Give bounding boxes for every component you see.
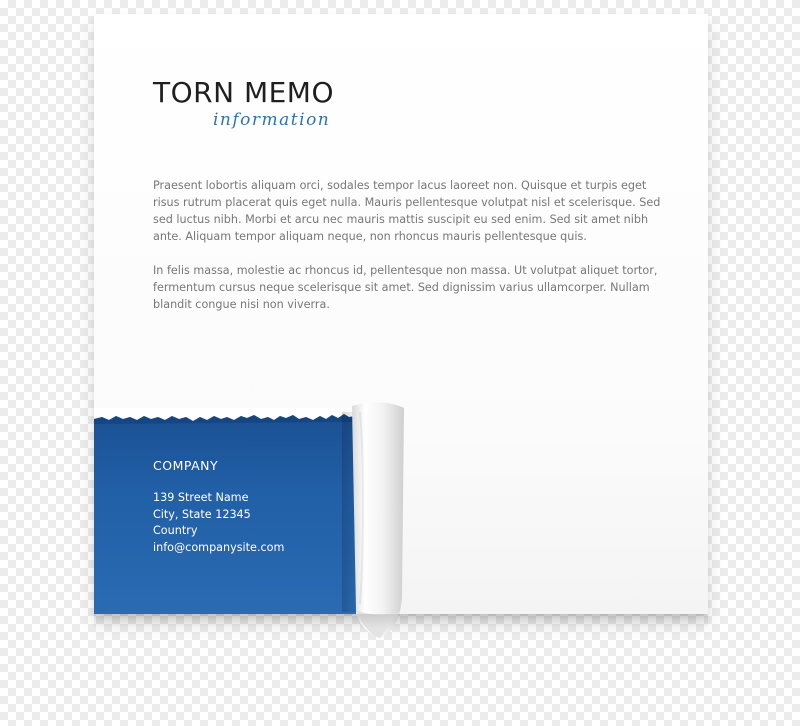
memo-paragraph-1: Praesent lobortis aliquam orci, sodales tempor lacus laoreet non. Quisque et turpis eget risus rutrum placerat quis eget nulla. Mauris pellentesque volutpat nisl et scelerisque. Sed sed luctus nibh. Morbi et arcu nec mauris mattis suscipit eu sed enim. Sed sit amet nibh ante. Aliquam tempor aliquam neque, non rhoncus mauris pellentesque quis. <box>153 179 661 243</box>
address-street: 139 Street Name <box>153 491 249 504</box>
company-address <box>153 490 284 557</box>
address-city-state: City, State 12345 <box>153 507 251 521</box>
address-email: info@companysite.com <box>153 541 285 555</box>
address-country: Country <box>153 524 198 538</box>
paper-curl <box>342 398 422 648</box>
paper-bottom-shadow <box>94 614 708 628</box>
memo-body <box>153 177 663 330</box>
memo-paragraph-2: In felis massa, molestie ac rhoncus id, pellentesque non massa. Ut volutpat aliquet tortor, fermentum cursus neque scelerisque sit amet. Sed dignissim varius ullamcorper. Nullam blandit congue nisi non viverra. <box>153 264 658 311</box>
torn-edge <box>94 408 356 426</box>
company-name: COMPANY <box>153 458 219 473</box>
memo-subtitle-script: information <box>213 110 331 130</box>
memo-title: TORN MEMO <box>153 76 334 109</box>
